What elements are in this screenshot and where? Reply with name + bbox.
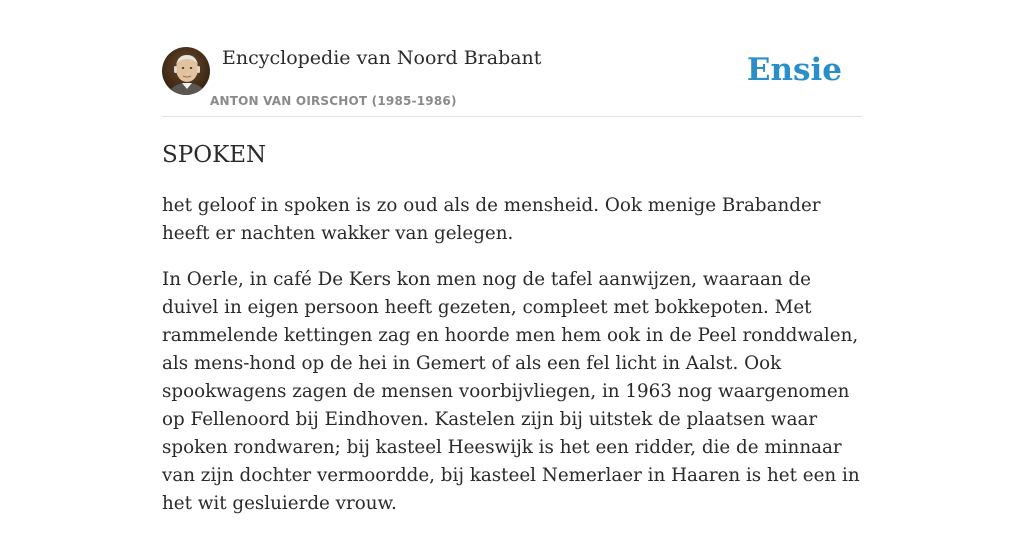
entry-body	[162, 192, 862, 536]
author-avatar[interactable]	[162, 47, 210, 95]
ensie-logo[interactable]: Ensie	[746, 52, 842, 88]
book-title[interactable]: Encyclopedie van Noord Brabant	[222, 47, 542, 69]
entry-paragraph: In Oerle, in café De Kers kon men nog de tafel aanwijzen, waaraan de duivel in eigen persoon heeft gezeten, compleet met bokkepoten. Met rammelende kettingen zag en hoorde men hem ook in de Peel ronddwalen, als mens-hond op de hei in Gemert of als een fel licht in Aalst. Ook spookwagens zagen de mensen voorbijvliegen, in 1963 nog waargenomen op Fellenoord bij Eindhoven. Kastelen zijn bij uitstek de plaatsen waar spoken rondwaren; bij kasteel Heeswijk is het een ridder, die de minnaar van zijn dochter vermoordde, bij kasteel Nemerlaer in Haaren is het een in het wit gesluierde vrouw.	[162, 269, 860, 514]
author-portrait-icon	[162, 47, 210, 95]
entry-paragraph: het geloof in spoken is zo oud als de mensheid. Ook menige Brabander heeft er nachten wakker van gelegen.	[162, 195, 821, 244]
page-header	[162, 0, 862, 117]
author-name[interactable]: ANTON VAN OIRSCHOT (1985-1986)	[210, 94, 457, 108]
entry-title: SPOKEN	[162, 142, 267, 168]
